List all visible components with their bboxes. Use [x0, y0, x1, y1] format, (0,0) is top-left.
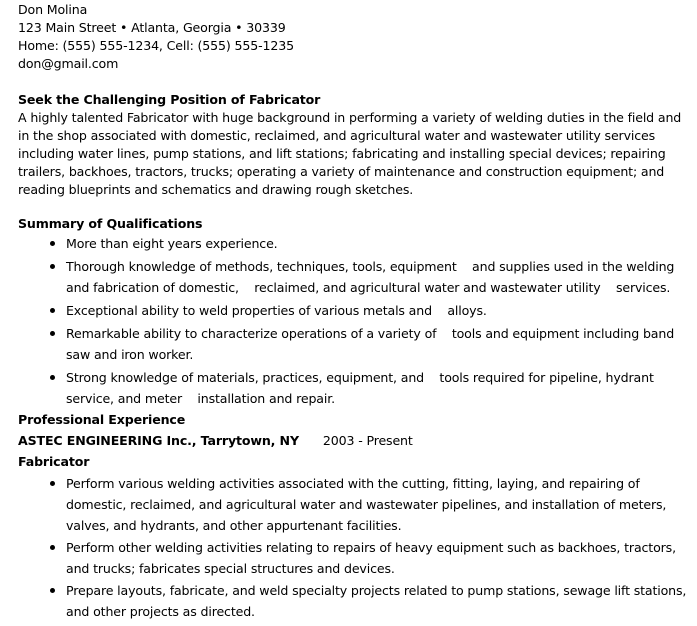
job-duty-line: Prepare layouts, fabricate, and weld specialty projects related to pump stations, sewage lift stations, — [66, 583, 687, 598]
contact-block — [18, 1, 697, 73]
job-duty-line: and other projects as directed. — [66, 604, 255, 619]
summary-section — [18, 215, 697, 409]
job-company: ASTEC ENGINEERING Inc., Tarrytown, NY — [18, 433, 299, 448]
summary-title: Summary of Qualifications — [18, 216, 203, 231]
objective-line: reading blueprints and schematics and drawing rough sketches. — [18, 182, 414, 197]
experience-title: Professional Experience — [18, 412, 186, 427]
job-duty-item — [18, 473, 697, 536]
job-duty-item — [18, 580, 697, 622]
objective-line: including water lines, pump stations, and lift stations; fabricating and installing special devices; repairing — [18, 146, 666, 161]
job-duty-line: Perform other welding activities relating to repairs of heavy equipment such as backhoes, tractors, — [66, 540, 676, 555]
summary-item-line: Exceptional ability to weld properties of various metals and alloys. — [66, 303, 487, 318]
job-duty-item — [18, 537, 697, 579]
objective-title: Seek the Challenging Position of Fabricator — [18, 92, 321, 107]
bullet-icon — [50, 481, 55, 486]
objective-line: in the shop associated with domestic, reclaimed, and agricultural water and wastewater utility services — [18, 128, 656, 143]
job-duty-line: Perform various welding activities associated with the cutting, fitting, laying, and repairing of — [66, 476, 640, 491]
bullet-icon — [50, 545, 55, 550]
summary-list — [18, 233, 697, 409]
job-duty-line: and trucks; fabricates special structures and devices. — [66, 561, 395, 576]
objective-line: trailers, backhoes, tractors, trucks; operating a variety of maintenance and construction equipment; and — [18, 164, 665, 179]
summary-item — [18, 367, 697, 409]
summary-item-line: and fabrication of domestic, reclaimed, and agricultural water and wastewater utility services. — [66, 280, 671, 295]
bullet-icon — [50, 331, 55, 336]
contact-email: don@gmail.com — [18, 56, 119, 71]
bullet-icon — [50, 308, 55, 313]
resume-page — [0, 1, 697, 626]
contact-name: Don Molina — [18, 2, 88, 17]
objective-section — [18, 91, 697, 199]
job-title: Fabricator — [18, 454, 90, 469]
summary-item — [18, 323, 697, 365]
bullet-icon — [50, 588, 55, 593]
contact-phones: Home: (555) 555-1234, Cell: (555) 555-1235 — [18, 38, 294, 53]
bullet-icon — [50, 264, 55, 269]
summary-item-line: More than eight years experience. — [66, 236, 278, 251]
job-duties-list — [18, 473, 697, 622]
summary-item — [18, 233, 697, 254]
summary-item-line: Remarkable ability to characterize operations of a variety of tools and equipment including band — [66, 326, 675, 341]
experience-section — [18, 409, 697, 622]
job-header — [18, 430, 697, 451]
bullet-icon — [50, 375, 55, 380]
summary-item — [18, 256, 697, 298]
summary-item-line: saw and iron worker. — [66, 347, 194, 362]
summary-item-line: service, and meter installation and repair. — [66, 391, 335, 406]
objective-line: A highly talented Fabricator with huge background in performing a variety of welding duties in the field and — [18, 110, 682, 125]
bullet-icon — [50, 241, 55, 246]
summary-item-line: Strong knowledge of materials, practices, equipment, and tools required for pipeline, hydrant — [66, 370, 654, 385]
contact-address: 123 Main Street • Atlanta, Georgia • 30339 — [18, 20, 286, 35]
job-duty-line: domestic, reclaimed, and agricultural water and wastewater pipelines, and installation of meters, — [66, 497, 667, 512]
summary-item-line: Thorough knowledge of methods, techniques, tools, equipment and supplies used in the welding — [66, 259, 675, 274]
job-duty-line: valves, and hydrants, and other appurtenant facilities. — [66, 518, 402, 533]
summary-item — [18, 300, 697, 321]
job-dates: 2003 - Present — [322, 433, 413, 448]
